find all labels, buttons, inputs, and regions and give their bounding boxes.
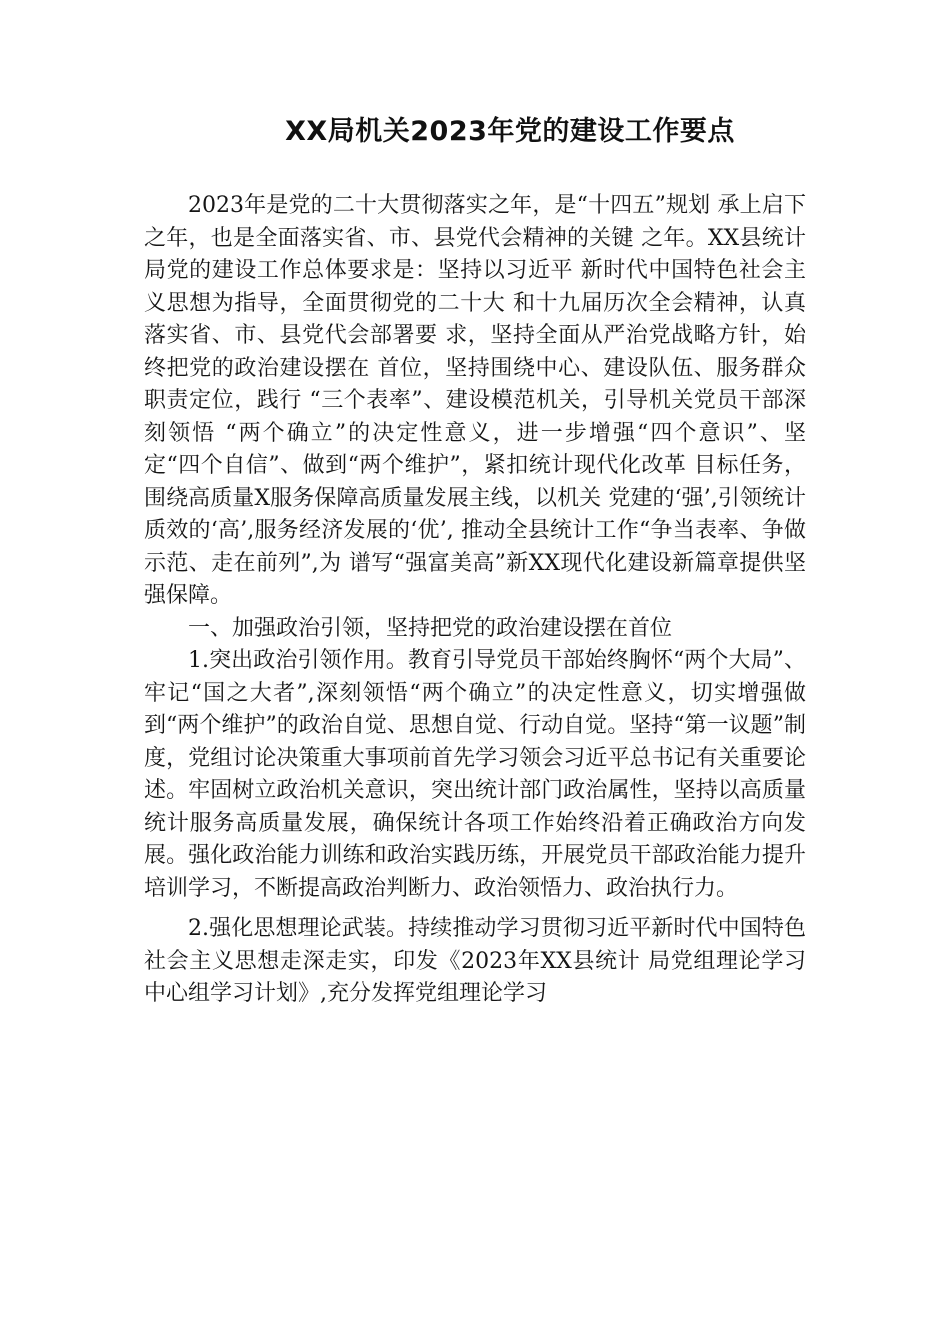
item-paragraph-2: 2.强化思想理论武装。持续推动学习贯彻习近平新时代中国特色社会主义思想走深走实，印发《2023年XX县统计 局党组理论学习中心组学习计划》,充分发挥党组理论学习 (144, 916, 806, 1006)
document-title: XX局机关2023年党的建设工作要点 (285, 116, 735, 147)
intro-paragraph: 2023年是党的二十大贯彻落实之年，是“十四五”规划 承上启下之年，也是全面落实省、市、县党代会精神的关键 之年。XX县统计局党的建设工作总体要求是：坚持以习近平 新时代中国特色社会主义思想为指导，全面贯彻党的二十大 和十九届历次全会精神，认真落实省、市、县党代会部署要 求，坚持全面从严治党战略方针，始终把党的政治建设摆在 首位，坚持围绕中心、建设队伍、服务群众职责定位，践行 “三个表率”、建设模范机关，引导机关党员干部深刻领悟 “两个确立”的决定性意义，进一步增强“四个意识”、坚 定“四个自信”、做到“两个维护”，紧扣统计现代化改革 目标任务，围绕高质量X服务保障高质量发展主线，以机关 党建的‘强’,引领统计质效的‘高’,服务经济发展的‘优’, 推动全县统计工作“争当表率、争做示范、走在前列”,为 谱写“强富美高”新XX现代化建设新篇章提供坚强保障。 (144, 193, 806, 608)
item-paragraph-1: 1.突出政治引领作用。教育引导党员干部始终胸怀“两个大局”、牢记“国之大者”,深刻领悟“两个确立”的决定性意义，切实增强做到“两个维护”的政治自觉、思想自觉、行动自觉。坚持“第一议题”制度，党组讨论决策重大事项前首先学习领会习近平总书记有关重要论述。牢固树立政治机关意识，突出统计部门政治属性，坚持以高质量统计服务高质量发展，确保统计各项工作始终沿着正确政治方向发展。强化政治能力训练和政治实践历练，开展党员干部政治能力提升培训学习，不断提高政治判断力、政治领悟力、政治执行力。 (144, 648, 806, 901)
document-body (144, 190, 806, 1011)
section-heading: 一、加强政治引领，坚持把党的政治建设摆在首位 (188, 615, 673, 641)
